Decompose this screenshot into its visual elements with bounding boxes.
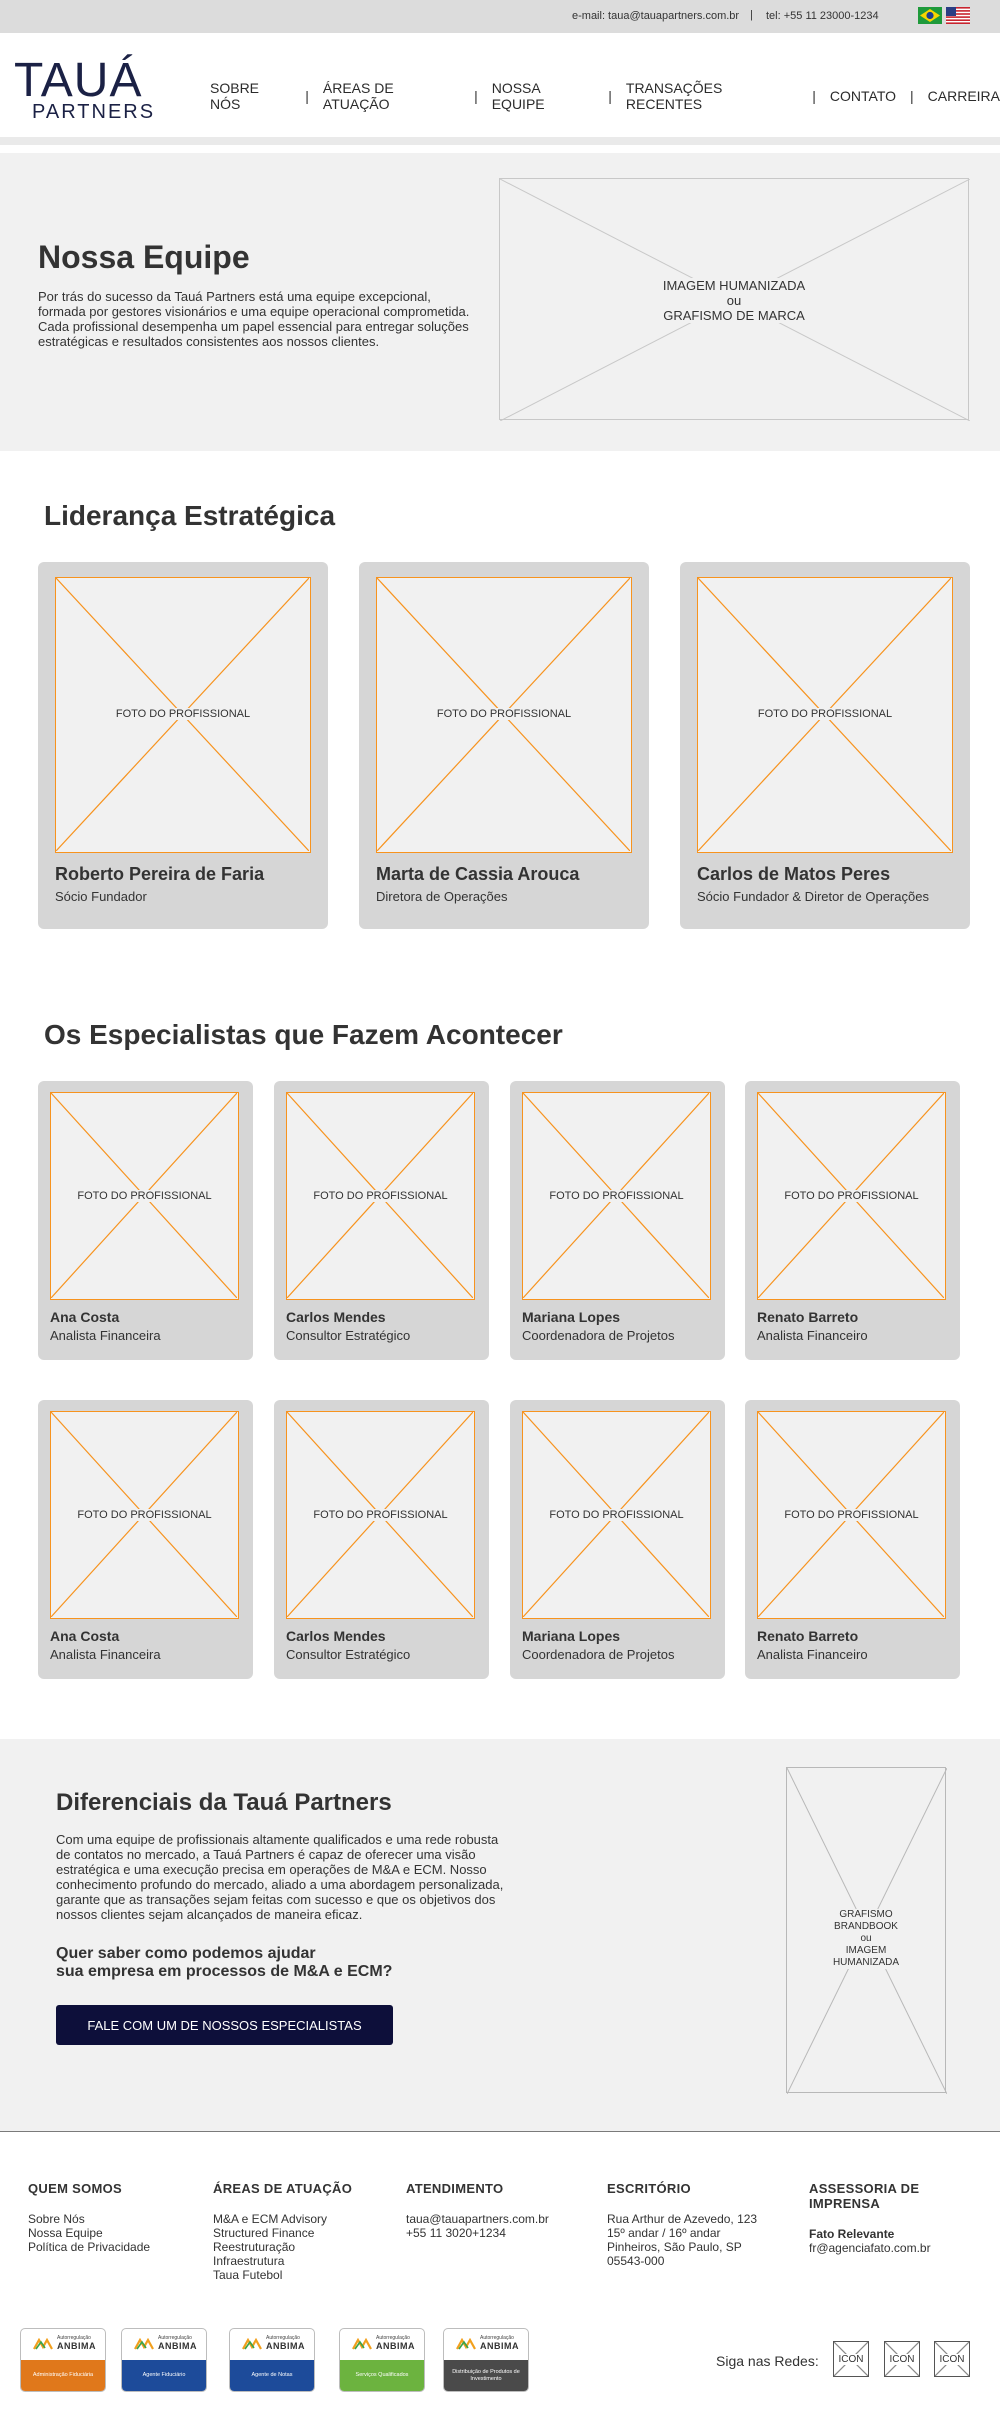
anbima-logo-icon bbox=[352, 2338, 372, 2350]
photo-label: FOTO DO PROFISSIONAL bbox=[549, 1190, 684, 1202]
badge-label: Distribuição de Produtos de Investimento bbox=[444, 2360, 528, 2391]
badge-small-text: Autorregulação bbox=[266, 2335, 300, 2341]
specialist-role: Analista Financeiro bbox=[757, 1328, 868, 1343]
specialist-role: Analista Financeira bbox=[50, 1647, 161, 1662]
hero-image-line2: ou bbox=[654, 293, 814, 308]
leader-role: Sócio Fundador & Diretor de Operações bbox=[697, 889, 929, 904]
social-media-icon[interactable] bbox=[934, 2341, 970, 2377]
anbima-logo-icon bbox=[33, 2338, 53, 2350]
diferenciais-section bbox=[0, 1739, 1000, 2131]
imprensa-title-line2: IMPRENSA bbox=[809, 2196, 881, 2211]
badge-label: Serviços Qualificados bbox=[340, 2360, 424, 2391]
professional-photo-placeholder bbox=[50, 1411, 239, 1619]
specialist-role: Analista Financeiro bbox=[757, 1647, 868, 1662]
social-label: Siga nas Redes: bbox=[716, 2353, 819, 2369]
footer-address-line: Rua Arthur de Azevedo, 123 bbox=[607, 2212, 758, 2226]
nav-contato[interactable]: CONTATO bbox=[829, 88, 897, 104]
question-line2: sua empresa em processos de M&A e ECM? bbox=[56, 1963, 393, 1980]
badge-label: Administração Fiduciária bbox=[21, 2360, 105, 2391]
footer-quem-somos bbox=[28, 2181, 150, 2254]
specialist-role: Consultor Estratégico bbox=[286, 1647, 411, 1662]
leader-role: Diretora de Operações bbox=[376, 889, 508, 904]
footer-link-infraestrutura[interactable]: Infraestrutura bbox=[213, 2254, 285, 2268]
specialist-card[interactable] bbox=[510, 1081, 725, 1360]
hero-image-placeholder bbox=[499, 178, 969, 420]
anbima-badge[interactable] bbox=[229, 2328, 315, 2392]
leader-name: Marta de Cassia Arouca bbox=[376, 864, 580, 884]
photo-label: FOTO DO PROFISSIONAL bbox=[757, 708, 893, 720]
specialist-card[interactable] bbox=[274, 1081, 489, 1360]
anbima-badge[interactable] bbox=[121, 2328, 207, 2392]
diferenciais-image-placeholder bbox=[786, 1767, 946, 2093]
footer-escritorio bbox=[607, 2181, 757, 2268]
specialist-name: Ana Costa bbox=[50, 1628, 120, 1644]
anbima-badge[interactable] bbox=[20, 2328, 106, 2392]
nav-nossa-equipe[interactable]: NOSSA EQUIPE bbox=[491, 80, 545, 112]
nav-carreira[interactable]: CARREIRA bbox=[927, 88, 1000, 104]
professional-photo-placeholder bbox=[522, 1092, 711, 1300]
professional-photo-placeholder bbox=[50, 1092, 239, 1300]
badge-brand: ANBIMA bbox=[376, 2341, 415, 2351]
social-icon-label: ICON bbox=[838, 2354, 864, 2365]
photo-label: FOTO DO PROFISSIONAL bbox=[436, 708, 572, 720]
footer-areas bbox=[213, 2181, 352, 2282]
badge-small-text: Autorregulação bbox=[480, 2335, 514, 2341]
specialist-role: Coordenadora de Projetos bbox=[522, 1647, 675, 1662]
dif-image-line4: IMAGEM HUMANIZADA bbox=[820, 1945, 912, 1969]
specialist-name: Carlos Mendes bbox=[286, 1309, 386, 1325]
topbar-email[interactable]: e-mail: taua@tauapartners.com.br bbox=[572, 10, 740, 22]
specialist-card[interactable] bbox=[510, 1400, 725, 1679]
photo-label: FOTO DO PROFISSIONAL bbox=[77, 1509, 212, 1521]
footer-heading: ESCRITÓRIO bbox=[607, 2181, 691, 2196]
photo-label: FOTO DO PROFISSIONAL bbox=[115, 708, 251, 720]
dif-image-line3: ou bbox=[820, 1933, 912, 1945]
photo-label: FOTO DO PROFISSIONAL bbox=[77, 1190, 212, 1202]
badge-brand: ANBIMA bbox=[57, 2341, 96, 2351]
footer-phone[interactable]: +55 11 3020+1234 bbox=[406, 2226, 506, 2240]
footer-link-sobre-nos[interactable]: Sobre Nós bbox=[28, 2212, 85, 2226]
footer-address-line: 05543-000 bbox=[607, 2254, 665, 2268]
nav-transacoes-recentes[interactable]: TRANSAÇÕES RECENTES bbox=[625, 80, 723, 112]
diferenciais-question bbox=[56, 1945, 456, 1981]
photo-label: FOTO DO PROFISSIONAL bbox=[784, 1190, 919, 1202]
leader-card[interactable] bbox=[359, 562, 649, 929]
leader-card[interactable] bbox=[38, 562, 328, 929]
badge-small-text: Autorregulação bbox=[57, 2335, 91, 2341]
anbima-logo-icon bbox=[134, 2338, 154, 2350]
badge-brand: ANBIMA bbox=[480, 2341, 519, 2351]
topbar-separator: | bbox=[750, 9, 753, 21]
leader-name: Carlos de Matos Peres bbox=[697, 864, 891, 884]
site-header bbox=[0, 33, 1000, 145]
professional-photo-placeholder bbox=[697, 577, 953, 853]
badge-brand: ANBIMA bbox=[266, 2341, 305, 2351]
footer-link-ma-ecm[interactable]: M&A e ECM Advisory bbox=[213, 2212, 328, 2226]
anbima-logo-icon bbox=[242, 2338, 262, 2350]
photo-label: FOTO DO PROFISSIONAL bbox=[549, 1509, 684, 1521]
hero-section bbox=[0, 153, 1000, 451]
badge-small-text: Autorregulação bbox=[158, 2335, 192, 2341]
anbima-badge[interactable] bbox=[339, 2328, 425, 2392]
dif-image-line1: GRAFISMO bbox=[820, 1909, 912, 1921]
nav-separator: | bbox=[910, 88, 914, 104]
footer-heading: ÁREAS DE ATUAÇÃO bbox=[213, 2181, 353, 2196]
footer-link-nossa-equipe[interactable]: Nossa Equipe bbox=[28, 2226, 103, 2240]
nav-sobre-nos[interactable]: SOBRE NÓS bbox=[210, 80, 260, 112]
footer-imprensa bbox=[809, 2181, 931, 2255]
specialist-name: Carlos Mendes bbox=[286, 1628, 386, 1644]
specialist-card[interactable] bbox=[745, 1081, 960, 1360]
leadership-title: Liderança Estratégica bbox=[44, 500, 336, 531]
social-icon-label: ICON bbox=[939, 2354, 965, 2365]
imprensa-company: Fato Relevante bbox=[809, 2227, 895, 2241]
specialist-name: Renato Barreto bbox=[757, 1628, 859, 1644]
footer-divider bbox=[0, 2131, 1000, 2132]
specialist-name: Mariana Lopes bbox=[522, 1628, 621, 1644]
footer-heading bbox=[809, 2181, 931, 2211]
footer-link-structured-finance[interactable]: Structured Finance bbox=[213, 2226, 315, 2240]
anbima-badge[interactable] bbox=[443, 2328, 529, 2392]
footer-link-taua-futebol[interactable]: Taua Futebol bbox=[213, 2268, 283, 2282]
specialist-name: Ana Costa bbox=[50, 1309, 120, 1325]
imprensa-email[interactable]: fr@agenciafato.com.br bbox=[809, 2241, 931, 2255]
leader-role: Sócio Fundador bbox=[55, 889, 147, 904]
specialist-role: Consultor Estratégico bbox=[286, 1328, 411, 1343]
footer-link-reestruturacao[interactable]: Reestruturação bbox=[213, 2240, 296, 2254]
diferenciais-text: Com uma equipe de profissionais altamente qualificados e uma rede robusta de contatos no mercado, a Tauá Partners é capaz de oferecer uma visão estratégica e uma execução precisa em operações de M&A e ECM. Nosso conhecimento profundo do mercado, aliado a uma abordagem personalizada, garante que as transações sejam feitas com sucesso e que os objetivos dos nossos clientes sejam alcançados de maneira eficaz. bbox=[56, 1832, 504, 1922]
footer-email[interactable]: taua@tauapartners.com.br bbox=[406, 2212, 549, 2226]
brazil-flag-icon[interactable] bbox=[918, 7, 942, 24]
badge-small-text: Autorregulação bbox=[376, 2335, 410, 2341]
specialist-card[interactable] bbox=[745, 1400, 960, 1679]
social-media-icon[interactable] bbox=[884, 2341, 920, 2377]
leader-card[interactable] bbox=[680, 562, 970, 929]
footer-atendimento bbox=[406, 2181, 549, 2240]
professional-photo-placeholder bbox=[286, 1092, 475, 1300]
professional-photo-placeholder bbox=[757, 1092, 946, 1300]
dif-image-line2: BRANDBOOK bbox=[820, 1921, 912, 1933]
specialist-card[interactable] bbox=[274, 1400, 489, 1679]
logo-sub-text: PARTNERS bbox=[32, 101, 156, 123]
badge-label: Agente de Notas bbox=[230, 2360, 314, 2391]
footer-address-line: Pinheiros, São Paulo, SP bbox=[607, 2240, 742, 2254]
badge-brand: ANBIMA bbox=[158, 2341, 197, 2351]
professional-photo-placeholder bbox=[376, 577, 632, 853]
specialist-card[interactable] bbox=[38, 1081, 253, 1360]
nav-areas-de-atuacao[interactable]: ÁREAS DE ATUAÇÃO bbox=[322, 80, 394, 112]
leader-name: Roberto Pereira de Faria bbox=[55, 864, 265, 884]
hero-title: Nossa Equipe bbox=[38, 239, 250, 275]
specialist-card[interactable] bbox=[38, 1400, 253, 1679]
topbar-phone[interactable]: tel: +55 11 23000-1234 bbox=[766, 10, 879, 22]
specialist-role: Coordenadora de Projetos bbox=[522, 1328, 675, 1343]
hero-image-line1: IMAGEM HUMANIZADA bbox=[654, 278, 814, 293]
specialist-role: Analista Financeira bbox=[50, 1328, 161, 1343]
hero-image-line3: GRAFISMO DE MARCA bbox=[654, 308, 814, 323]
logo-main-text: TAUÁ bbox=[14, 54, 143, 107]
footer-link-privacidade[interactable]: Política de Privacidade bbox=[28, 2240, 151, 2254]
specialist-name: Mariana Lopes bbox=[522, 1309, 621, 1325]
main-nav bbox=[210, 80, 1000, 112]
photo-label: FOTO DO PROFISSIONAL bbox=[313, 1509, 448, 1521]
footer-heading: QUEM SOMOS bbox=[28, 2181, 123, 2196]
photo-label: FOTO DO PROFISSIONAL bbox=[784, 1509, 919, 1521]
social-media-icon[interactable] bbox=[833, 2341, 869, 2377]
professional-photo-placeholder bbox=[286, 1411, 475, 1619]
top-bar bbox=[0, 0, 1000, 33]
nav-separator: | bbox=[812, 88, 816, 104]
professional-photo-placeholder bbox=[55, 577, 311, 853]
photo-label: FOTO DO PROFISSIONAL bbox=[313, 1190, 448, 1202]
question-line1: Quer saber como podemos ajudar bbox=[56, 1945, 316, 1962]
specialist-name: Renato Barreto bbox=[757, 1309, 859, 1325]
taua-partners-logo[interactable] bbox=[14, 53, 154, 125]
footer-heading: ATENDIMENTO bbox=[406, 2181, 504, 2196]
social-icon-label: ICON bbox=[889, 2354, 915, 2365]
footer-address-line: 15º andar / 16º andar bbox=[607, 2226, 721, 2240]
specialists-title: Os Especialistas que Fazem Acontecer bbox=[44, 1019, 563, 1050]
imprensa-title-line1: ASSESSORIA DE bbox=[809, 2181, 920, 2196]
nav-separator: | bbox=[608, 88, 612, 104]
hero-text: Por trás do sucesso da Tauá Partners está uma equipe excepcional, formada por gestores visionários e uma equipe operacional comprometida. Cada profissional desempenha um papel essencial para entregar soluções estratégicas e resultados consistentes aos nossos clientes. bbox=[38, 289, 470, 349]
anbima-logo-icon bbox=[456, 2338, 476, 2350]
professional-photo-placeholder bbox=[522, 1411, 711, 1619]
diferenciais-title: Diferenciais da Tauá Partners bbox=[56, 1789, 392, 1816]
nav-separator: | bbox=[474, 88, 478, 104]
badge-label: Agente Fiduciário bbox=[122, 2360, 206, 2391]
usa-flag-icon[interactable] bbox=[946, 7, 970, 24]
professional-photo-placeholder bbox=[757, 1411, 946, 1619]
contact-specialists-button[interactable]: FALE COM UM DE NOSSOS ESPECIALISTAS bbox=[56, 2005, 393, 2045]
nav-separator: | bbox=[305, 88, 309, 104]
